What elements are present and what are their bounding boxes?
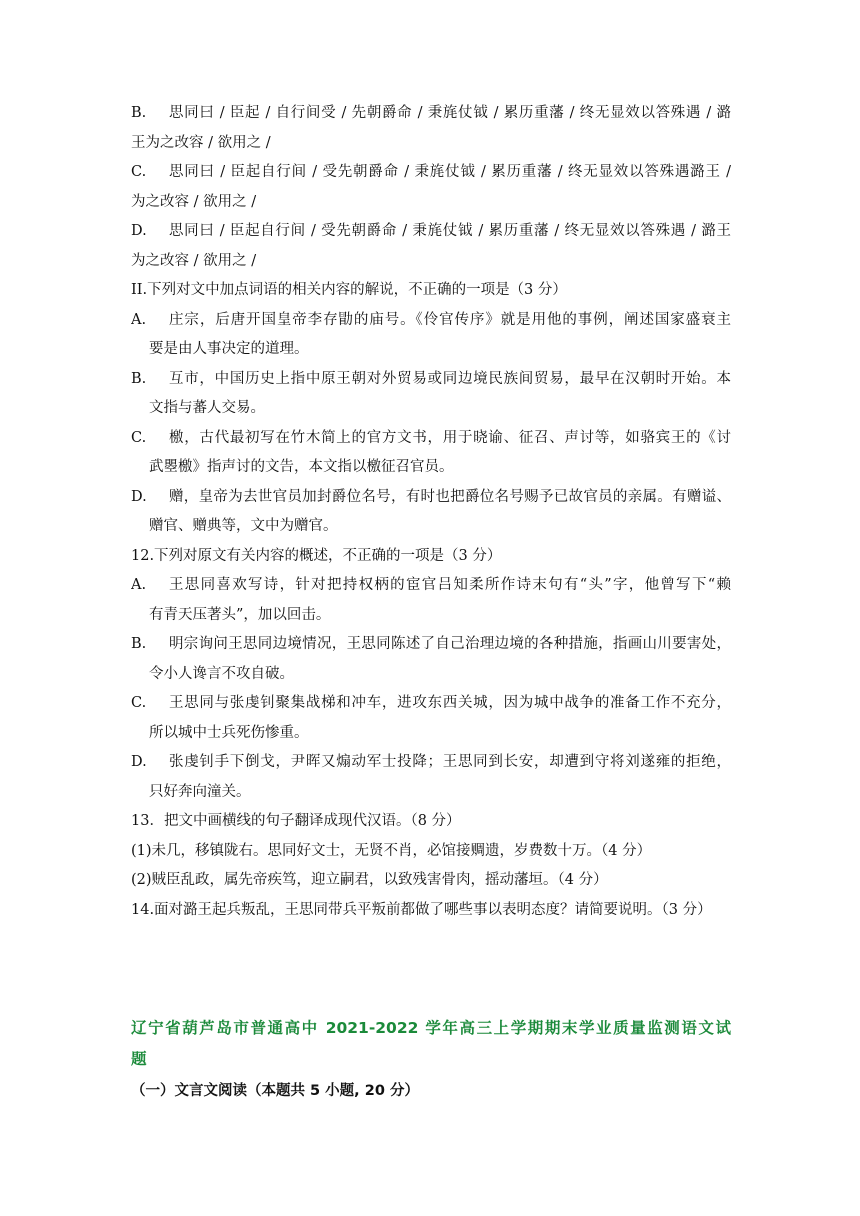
option-label: A. bbox=[131, 577, 147, 593]
option-text-cont: 令小人谗言不攻自破。 bbox=[149, 665, 294, 682]
option-text-cont: 赠官、赠典等，文中为赠官。 bbox=[149, 518, 338, 534]
option-label: B. bbox=[131, 105, 147, 121]
spacer bbox=[131, 925, 731, 1013]
option-label: D. bbox=[131, 754, 147, 770]
q12-option-b bbox=[131, 630, 731, 689]
section-heading: （一）文言文阅读（本题共 5 小题, 20 分） bbox=[131, 1083, 419, 1099]
option-text-cont: 为之改容 / 欲用之 / bbox=[131, 252, 257, 269]
option-text-cont: 有青天压著头”，加以回击。 bbox=[149, 606, 331, 623]
option-label: C. bbox=[131, 429, 147, 446]
option-text: 互市，中国历史上指中原王朝对外贸易或同边境民族间贸易，最早在汉朝时开始。本 bbox=[169, 370, 731, 387]
exam-title-line-2: 题 bbox=[131, 1050, 147, 1068]
option-text-cont: 只好奔向潼关。 bbox=[149, 783, 251, 800]
option-text: 思同曰 / 臣起自行间 / 受先朝爵命 / 秉旄仗钺 / 累历重藩 / 终无显效以答殊遇潞王 / bbox=[169, 164, 731, 180]
question-13-item-2: (2)贼臣乱政，属先帝疾笃，迎立嗣君，以致残害骨肉，摇动藩垣。（4 分） bbox=[131, 872, 608, 888]
q12-option-a bbox=[131, 571, 731, 630]
q12-option-d bbox=[131, 748, 731, 807]
exam-title bbox=[131, 1013, 731, 1075]
option-text-cont: 要是由人事决定的道理。 bbox=[149, 341, 309, 357]
q11-option-a bbox=[131, 306, 731, 365]
option-label: D. bbox=[131, 223, 147, 239]
page-content bbox=[131, 99, 731, 1106]
option-label: C. bbox=[131, 695, 147, 711]
option-b bbox=[131, 99, 731, 158]
option-label: B. bbox=[131, 636, 147, 652]
option-text-cont: 武瞾檄》指声讨的文告，本文指以檄征召官员。 bbox=[149, 459, 454, 475]
option-text-cont: 所以城中士兵死伤惨重。 bbox=[149, 724, 309, 741]
option-text-cont: 文指与蕃人交易。 bbox=[149, 400, 265, 416]
q11-option-b bbox=[131, 365, 731, 424]
option-text: 思同曰 / 臣起自行间 / 受先朝爵命 / 秉旄仗钺 / 累历重藩 / 终无显效以答殊遇 / 潞王 bbox=[169, 223, 731, 239]
option-text: 王思同喜欢写诗，针对把持权柄的宦官吕知柔所作诗末句有“头”字，他曾写下“赖 bbox=[169, 577, 731, 593]
question-14-stem: 14.面对潞王起兵叛乱，王思同带兵平叛前都做了哪些事以表明态度？请简要说明。（3 分） bbox=[131, 901, 712, 918]
question-11-stem: II.下列对文中加点词语的相关内容的解说，不正确的一项是（3 分） bbox=[131, 282, 567, 298]
question-13-stem: 13．把文中画横线的句子翻译成现代汉语。（8 分） bbox=[131, 813, 461, 829]
question-13-item-1: (1)未几，移镇陇右。思同好文士，无贤不肖，必馆接赒遗，岁费数十万。（4 分） bbox=[131, 842, 652, 859]
option-label: C. bbox=[131, 164, 147, 180]
q11-option-c bbox=[131, 424, 731, 483]
exam-title-line-1: 辽宁省葫芦岛市普通高中 2021-2022 学年高三上学期期末学业质量监测语文试 bbox=[131, 1019, 731, 1037]
option-d bbox=[131, 217, 731, 276]
option-label: B. bbox=[131, 370, 147, 387]
option-c bbox=[131, 158, 731, 217]
option-text-cont: 为之改容 / 欲用之 / bbox=[131, 193, 257, 210]
option-text: 张虔钊手下倒戈，尹晖又煽动军士投降；王思同到长安，却遭到守将刘遂雍的拒绝， bbox=[169, 754, 731, 770]
option-text: 明宗询问王思同边境情况，王思同陈述了自己治理边境的各种措施，指画山川要害处， bbox=[169, 636, 731, 652]
question-12-stem: 12.下列对原文有关内容的概述，不正确的一项是（3 分） bbox=[131, 547, 502, 564]
option-text: 思同曰 / 臣起 / 自行间受 / 先朝爵命 / 秉旄仗钺 / 累历重藩 / 终无显效以答殊遇 / 潞 bbox=[169, 105, 731, 121]
option-text: 檄，古代最初写在竹木简上的官方文书，用于晓谕、征召、声讨等，如骆宾王的《讨 bbox=[169, 429, 731, 446]
option-text: 庄宗，后唐开国皇帝李存勖的庙号。《伶官传序》就是用他的事例，阐述国家盛衰主 bbox=[169, 311, 731, 328]
q12-option-c bbox=[131, 689, 731, 748]
option-text: 王思同与张虔钊聚集战梯和冲车，进攻东西关城，因为城中战争的准备工作不充分， bbox=[169, 695, 731, 711]
q11-option-d bbox=[131, 483, 731, 542]
option-label: D. bbox=[131, 488, 147, 505]
option-text: 赠，皇帝为去世官员加封爵位名号，有时也把爵位名号赐予已故官员的亲属。有赠谥、 bbox=[169, 488, 731, 505]
option-text-cont: 王为之改容 / 欲用之 / bbox=[131, 134, 271, 151]
option-label: A. bbox=[131, 311, 147, 328]
